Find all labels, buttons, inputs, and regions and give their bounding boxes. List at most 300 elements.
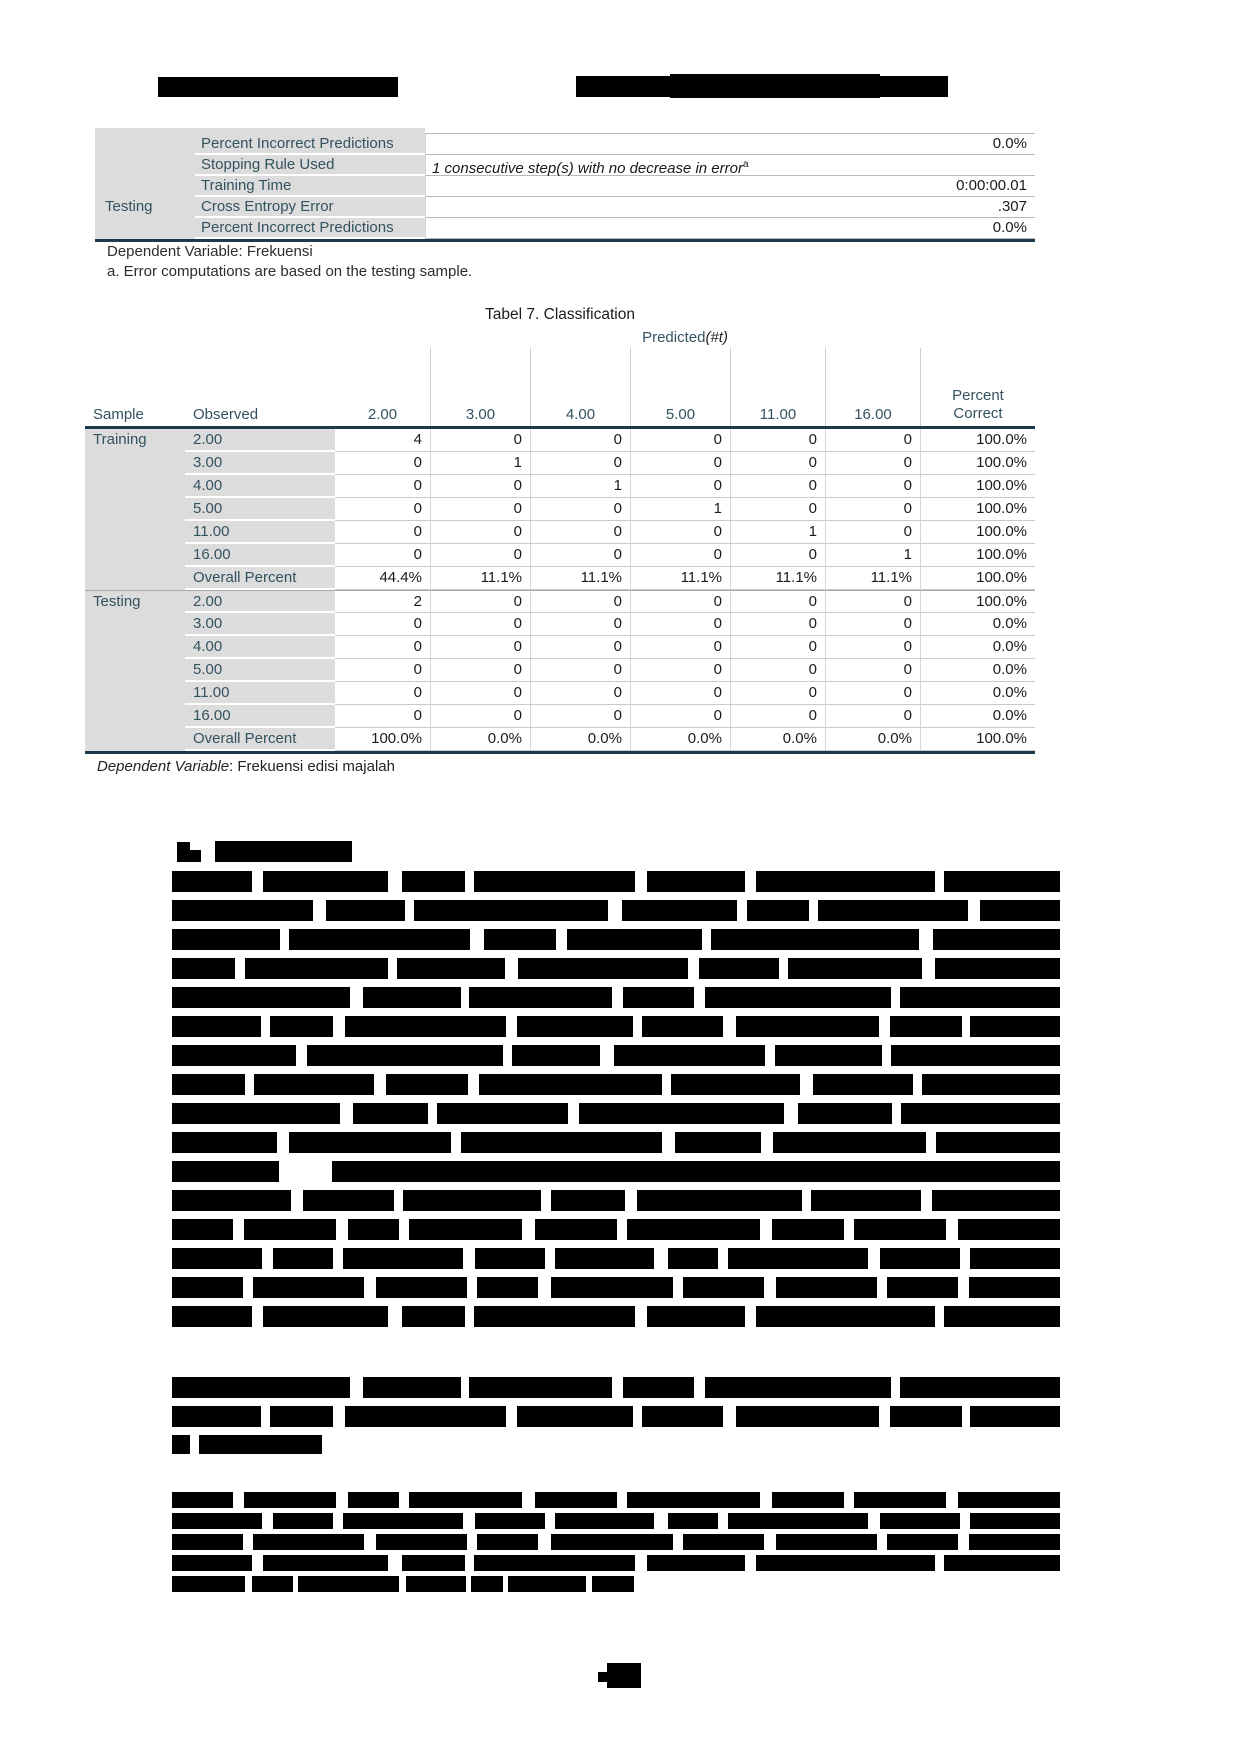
value-cell: 0	[430, 705, 530, 728]
redaction-gap	[673, 1534, 683, 1550]
percent-correct-cell: 0.0%	[920, 682, 1035, 705]
redaction-segment	[479, 1074, 662, 1095]
redaction-gap	[635, 871, 648, 892]
value-cell: 0	[730, 452, 825, 475]
redaction-gap	[467, 1277, 477, 1298]
table-row	[95, 134, 1035, 155]
redacted-page-number	[607, 1663, 641, 1688]
header-predicted-11.00: 11.00	[730, 348, 825, 426]
redacted-line	[172, 1190, 1060, 1211]
redaction-gap	[399, 1492, 409, 1508]
value-cell: 0	[630, 521, 730, 544]
value-cell: 0	[630, 682, 730, 705]
redaction-segment	[172, 1377, 350, 1398]
value-cell: 0	[335, 613, 430, 636]
redaction-segment	[728, 1248, 868, 1269]
redaction-gap	[374, 1074, 386, 1095]
redaction-gap	[921, 1190, 932, 1211]
redaction-segment	[551, 1534, 672, 1550]
redaction-gap	[877, 1534, 887, 1550]
redacted-line	[172, 987, 1060, 1008]
value-cell: 0	[630, 429, 730, 452]
redaction-segment	[273, 1513, 333, 1529]
redaction-gap	[262, 1513, 273, 1529]
table-footnote-dependent-variable: Dependent Variable: Frekuensi	[107, 243, 313, 260]
header-observed: Observed	[193, 406, 259, 423]
redaction-gap	[919, 929, 933, 950]
value-cell: 0.0%	[825, 728, 920, 751]
redaction-segment	[818, 900, 968, 921]
redaction-segment	[461, 1132, 662, 1153]
redacted-line	[172, 1534, 1060, 1550]
redaction-segment	[172, 958, 235, 979]
percent-correct-cell: 0.0%	[920, 705, 1035, 728]
value-cell: 0	[825, 682, 920, 705]
value-cell: 0.0%	[630, 728, 730, 751]
redacted-line	[172, 1377, 1060, 1398]
redaction-gap	[350, 1377, 363, 1398]
percent-correct-cell: 0.0%	[920, 636, 1035, 659]
redaction-gap	[296, 1045, 307, 1066]
redaction-gap	[333, 1016, 346, 1037]
redaction-segment	[736, 1406, 879, 1427]
table-row	[85, 498, 1035, 521]
redaction-segment	[813, 1074, 914, 1095]
observed-cell: 5.00	[185, 498, 335, 521]
redaction-segment	[711, 929, 919, 950]
value-cell: 0	[335, 682, 430, 705]
observed-cell: 11.00	[185, 682, 335, 705]
value-cell: 0	[335, 636, 430, 659]
redaction-gap	[745, 871, 756, 892]
observed-cell: 2.00	[185, 429, 335, 452]
observed-cell: Overall Percent	[185, 567, 335, 590]
redaction-gap	[388, 1306, 402, 1327]
observed-cell: 3.00	[185, 613, 335, 636]
row-label-cell: Cross Entropy Error	[195, 197, 425, 218]
redaction-segment	[551, 1277, 672, 1298]
redaction-gap	[779, 958, 788, 979]
value-cell: 11.1%	[730, 567, 825, 590]
redaction-segment	[776, 1277, 877, 1298]
redaction-segment	[172, 871, 252, 892]
redaction-segment	[172, 1576, 245, 1592]
redaction-gap	[506, 1406, 517, 1427]
value-cell: 0	[530, 544, 630, 567]
value-cell: 0	[730, 475, 825, 498]
redacted-line	[172, 929, 1060, 950]
redaction-segment	[776, 1534, 877, 1550]
redaction-segment	[172, 1534, 243, 1550]
redaction-gap	[877, 1277, 887, 1298]
redaction-gap	[600, 1045, 613, 1066]
redaction-gap	[333, 1248, 343, 1269]
redaction-gap	[340, 1103, 353, 1124]
table-row	[85, 475, 1035, 498]
redaction-segment	[402, 871, 465, 892]
redaction-segment	[471, 1576, 503, 1592]
redaction-segment	[623, 1377, 694, 1398]
redaction-segment	[798, 1103, 891, 1124]
redaction-gap	[635, 1306, 648, 1327]
redaction-gap	[405, 900, 414, 921]
table-row	[95, 155, 1035, 176]
redaction-segment	[172, 1190, 291, 1211]
redaction-segment	[386, 1074, 468, 1095]
redaction-segment	[508, 1576, 586, 1592]
value-cell: 1	[530, 475, 630, 498]
redaction-segment	[627, 1492, 760, 1508]
sample-cell	[85, 498, 185, 521]
observed-cell: 4.00	[185, 636, 335, 659]
redaction-gap	[745, 1555, 756, 1571]
row-label-cell: Training Time	[195, 176, 425, 197]
redaction-gap	[702, 929, 711, 950]
redaction-segment	[736, 1016, 879, 1037]
value-cell: 0	[430, 613, 530, 636]
sample-group-cell	[95, 155, 195, 176]
redaction-gap	[243, 1534, 253, 1550]
value-cell: 0	[730, 590, 825, 613]
redaction-gap	[922, 958, 935, 979]
redaction-segment	[474, 1306, 635, 1327]
redaction-segment	[298, 1576, 399, 1592]
value-cell: 0	[630, 659, 730, 682]
redaction-segment	[343, 1513, 463, 1529]
value-cell: 0	[730, 429, 825, 452]
sample-group-cell	[95, 176, 195, 197]
redaction-segment	[172, 1103, 340, 1124]
redaction-segment	[944, 1555, 1060, 1571]
header-predicted-4.00: 4.00	[530, 348, 630, 426]
table-row	[95, 197, 1035, 218]
value-cell: 0	[825, 521, 920, 544]
percent-correct-cell: 100.0%	[920, 498, 1035, 521]
redaction-segment	[944, 1306, 1060, 1327]
observed-cell: 5.00	[185, 659, 335, 682]
redaction-segment	[363, 987, 461, 1008]
footnote-italic-part: Dependent Variable	[97, 758, 230, 775]
redaction-segment	[270, 1016, 333, 1037]
redaction-segment	[890, 1406, 962, 1427]
value-cell: 2	[335, 590, 430, 613]
redaction-gap	[800, 1074, 813, 1095]
redaction-segment	[402, 1555, 465, 1571]
redaction-segment	[980, 900, 1059, 921]
value-cell: 0	[430, 659, 530, 682]
redaction-gap	[723, 1406, 736, 1427]
sample-cell	[85, 475, 185, 498]
value-cell: 0	[530, 590, 630, 613]
redaction-segment	[477, 1277, 538, 1298]
footnote-marker: a	[742, 159, 749, 170]
value-cell: 1	[630, 498, 730, 521]
value-cell: 0	[530, 659, 630, 682]
redaction-segment	[756, 1306, 935, 1327]
redacted-line	[172, 1435, 322, 1454]
row-value-cell: 0:00:00.01	[425, 176, 1035, 197]
redaction-gap	[399, 1576, 406, 1592]
value-cell: 0	[730, 705, 825, 728]
redaction-gap	[718, 1513, 728, 1529]
redacted-line	[172, 1277, 1060, 1298]
value-cell: 0	[825, 705, 920, 728]
percent-correct-cell: 100.0%	[920, 452, 1035, 475]
redaction-segment	[270, 1406, 333, 1427]
redacted-line	[172, 900, 1060, 921]
redaction-gap	[277, 1132, 288, 1153]
redaction-segment	[775, 1045, 882, 1066]
redaction-segment	[172, 1016, 261, 1037]
redaction-segment	[969, 1277, 1060, 1298]
value-cell: 0	[630, 544, 730, 567]
redaction-segment	[254, 1074, 373, 1095]
redaction-segment	[890, 1016, 962, 1037]
redaction-gap	[364, 1277, 376, 1298]
table-row	[85, 728, 1035, 751]
redaction-segment	[880, 1513, 960, 1529]
row-label-cell: Percent Incorrect Predictions	[195, 134, 425, 155]
redaction-segment	[348, 1219, 399, 1240]
redaction-gap	[279, 1161, 332, 1182]
header-predicted-16.00: 16.00	[825, 348, 920, 426]
percent-correct-cell: 0.0%	[920, 613, 1035, 636]
redaction-segment	[728, 1513, 868, 1529]
value-cell: 44.4%	[335, 567, 430, 590]
redacted-section-heading	[215, 841, 352, 862]
redaction-segment	[788, 958, 922, 979]
redacted-line	[172, 1406, 1060, 1427]
row-label-cell: Percent Incorrect Predictions	[195, 218, 425, 239]
redaction-gap	[745, 1306, 756, 1327]
redaction-segment	[970, 1016, 1059, 1037]
value-cell: 0	[335, 521, 430, 544]
redaction-segment	[172, 1513, 262, 1529]
redaction-segment	[303, 1190, 394, 1211]
redaction-gap	[946, 1492, 957, 1508]
percent-correct-cell: 100.0%	[920, 429, 1035, 452]
redaction-segment	[348, 1492, 399, 1508]
redaction-gap	[399, 1219, 409, 1240]
redaction-segment	[326, 900, 405, 921]
sample-group-cell	[95, 134, 195, 155]
redaction-segment	[363, 1377, 461, 1398]
redaction-gap	[463, 1513, 475, 1529]
redaction-gap	[958, 1277, 969, 1298]
redaction-gap	[633, 1016, 642, 1037]
redacted-line	[172, 1103, 1060, 1124]
redaction-gap	[252, 871, 263, 892]
redaction-segment	[854, 1219, 946, 1240]
header-predicted-5.00: 5.00	[630, 348, 730, 426]
value-cell: 0	[430, 498, 530, 521]
observed-cell: 16.00	[185, 705, 335, 728]
redaction-segment	[811, 1190, 921, 1211]
table-row	[85, 590, 1035, 613]
value-cell: 0	[335, 452, 430, 475]
redaction-segment	[172, 1406, 261, 1427]
value-cell: 0	[530, 682, 630, 705]
observed-cell: 16.00	[185, 544, 335, 567]
redaction-segment	[705, 1377, 891, 1398]
redaction-segment	[627, 1219, 760, 1240]
redaction-gap	[737, 900, 748, 921]
redaction-segment	[406, 1576, 466, 1592]
table-bottom-border	[95, 239, 1035, 242]
row-value-cell: 0.0%	[425, 218, 1035, 239]
sample-cell	[85, 728, 185, 751]
redaction-gap	[844, 1219, 854, 1240]
classification-table-body	[85, 429, 1035, 754]
redaction-segment	[772, 1219, 844, 1240]
value-cell: 0	[335, 705, 430, 728]
predicted-column-group-label	[335, 329, 1035, 346]
value-cell: 0	[530, 521, 630, 544]
redaction-segment	[551, 1190, 624, 1211]
value-cell: 1	[825, 544, 920, 567]
redaction-segment	[900, 987, 1060, 1008]
value-cell: 0	[430, 429, 530, 452]
value-cell: 0	[630, 452, 730, 475]
redaction-gap	[556, 929, 567, 950]
value-cell: 11.1%	[530, 567, 630, 590]
row-value-cell: 0.0%	[425, 134, 1035, 155]
sample-group-cell	[95, 218, 195, 239]
table-row	[85, 636, 1035, 659]
redaction-gap	[467, 1534, 477, 1550]
redacted-line	[172, 1132, 1060, 1153]
redaction-segment	[567, 929, 703, 950]
value-cell: 100.0%	[335, 728, 430, 751]
redaction-gap	[280, 929, 289, 950]
redaction-segment	[900, 1377, 1060, 1398]
redaction-gap	[635, 1555, 648, 1571]
redaction-segment	[970, 1248, 1060, 1269]
redaction-segment	[414, 900, 608, 921]
redaction-segment	[172, 1555, 252, 1571]
redaction-segment	[475, 1248, 545, 1269]
redaction-segment	[273, 1248, 333, 1269]
redaction-gap	[388, 871, 402, 892]
redacted-line	[172, 1492, 1060, 1508]
redaction-segment	[403, 1190, 540, 1211]
redaction-segment	[437, 1103, 568, 1124]
redaction-segment	[172, 900, 313, 921]
percent-correct-cell: 100.0%	[920, 728, 1035, 751]
value-cell: 0	[825, 452, 920, 475]
redaction-gap	[892, 1103, 901, 1124]
redaction-segment	[642, 1406, 722, 1427]
redaction-gap	[461, 987, 470, 1008]
redaction-gap	[891, 987, 900, 1008]
value-cell: 11.1%	[825, 567, 920, 590]
value-cell: 0	[335, 475, 430, 498]
redaction-gap	[809, 900, 818, 921]
redaction-gap	[465, 1306, 474, 1327]
redacted-line	[172, 1513, 1060, 1529]
redaction-gap	[465, 1555, 474, 1571]
header-predicted-3.00: 3.00	[430, 348, 530, 426]
redaction-segment	[475, 1513, 545, 1529]
redaction-gap	[765, 1045, 776, 1066]
redaction-gap	[261, 1016, 270, 1037]
redaction-segment	[172, 1045, 296, 1066]
redaction-segment	[854, 1492, 946, 1508]
redaction-segment	[579, 1103, 784, 1124]
value-cell: 0	[730, 659, 825, 682]
redaction-gap	[538, 1534, 551, 1550]
value-cell: 0	[530, 452, 630, 475]
table-row	[85, 682, 1035, 705]
table-row	[85, 544, 1035, 567]
observed-cell: 2.00	[185, 590, 335, 613]
redaction-segment	[469, 1377, 611, 1398]
redaction-gap	[784, 1103, 798, 1124]
redaction-gap	[468, 1074, 479, 1095]
value-cell: 0	[335, 498, 430, 521]
redaction-gap	[522, 1492, 535, 1508]
header-sample: Sample	[93, 406, 144, 423]
redacted-page-number	[598, 1672, 607, 1682]
redaction-gap	[506, 1016, 517, 1037]
redaction-segment	[887, 1534, 958, 1550]
redaction-segment	[592, 1576, 633, 1592]
redaction-segment	[172, 929, 280, 950]
value-cell: 0	[430, 475, 530, 498]
redaction-segment	[345, 1406, 506, 1427]
sample-cell	[85, 567, 185, 590]
value-cell: 0	[825, 659, 920, 682]
value-cell: 0	[630, 705, 730, 728]
redaction-segment	[172, 1132, 277, 1153]
value-cell: 0	[430, 544, 530, 567]
redaction-gap	[261, 1406, 270, 1427]
redaction-segment	[289, 929, 470, 950]
redaction-segment	[245, 958, 388, 979]
value-cell: 0	[730, 544, 825, 567]
percent-correct-cell: 0.0%	[920, 659, 1035, 682]
sample-group-cell: Testing	[95, 197, 195, 218]
redaction-segment	[647, 1555, 745, 1571]
header-percent-correct	[920, 348, 1035, 426]
value-cell: 0	[730, 636, 825, 659]
redaction-segment	[647, 871, 745, 892]
table-bottom-border	[85, 751, 1035, 754]
value-cell: 0	[335, 544, 430, 567]
redacted-line	[172, 871, 1060, 892]
redacted-section-heading	[190, 850, 201, 862]
redaction-segment	[901, 1103, 1060, 1124]
redaction-gap	[505, 958, 518, 979]
redaction-segment	[683, 1277, 764, 1298]
redaction-segment	[944, 871, 1060, 892]
redaction-segment	[958, 1492, 1060, 1508]
redaction-segment	[555, 1513, 655, 1529]
value-cell: 0	[825, 429, 920, 452]
redaction-gap	[545, 1248, 555, 1269]
redaction-gap	[935, 1306, 944, 1327]
italic-value: 1 consecutive step(s) with no decrease in error	[432, 160, 743, 177]
sample-cell	[85, 659, 185, 682]
redaction-segment	[675, 1132, 761, 1153]
redaction-segment	[469, 987, 611, 1008]
redaction-gap	[617, 1492, 627, 1508]
redaction-gap	[388, 958, 397, 979]
redaction-gap	[688, 958, 699, 979]
redaction-gap	[313, 900, 325, 921]
redaction-gap	[761, 1132, 772, 1153]
redaction-segment	[772, 1492, 844, 1508]
